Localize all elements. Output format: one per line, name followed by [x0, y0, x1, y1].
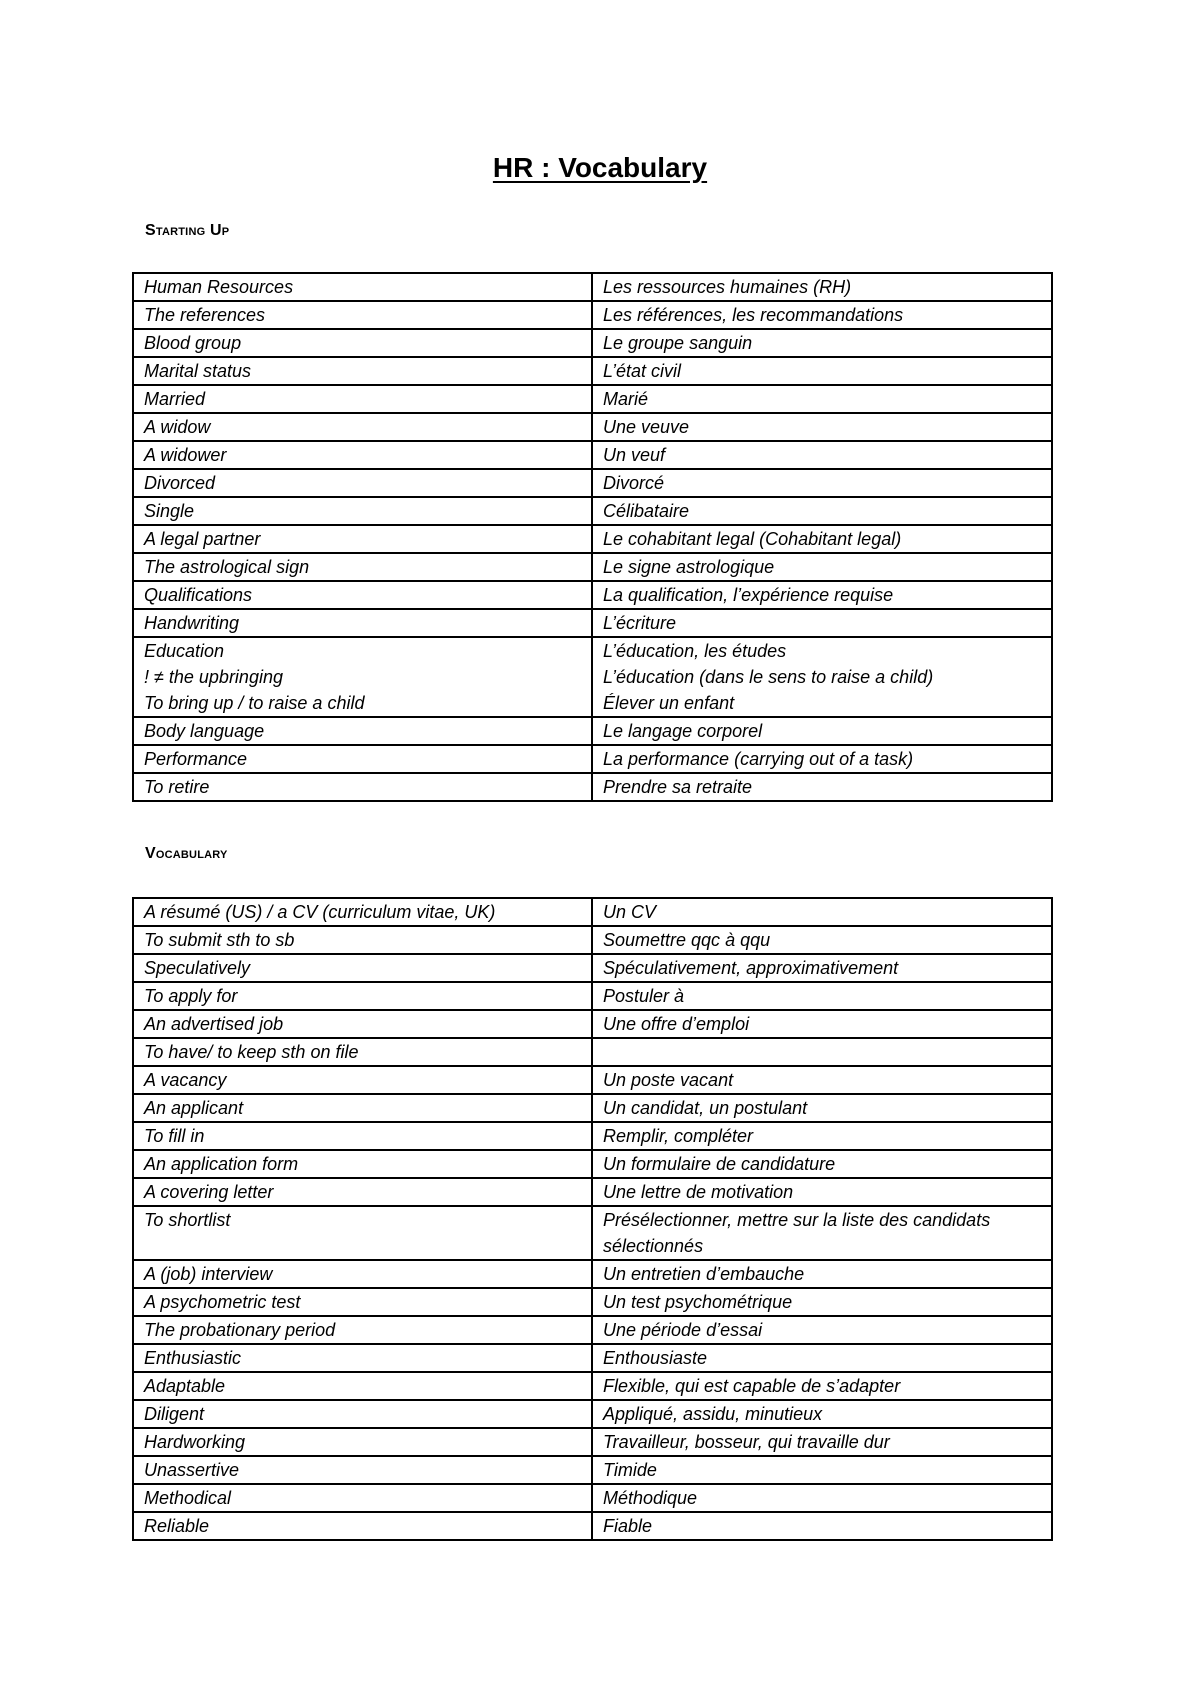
- english-term-cell: Enthusiastic: [133, 1344, 592, 1372]
- table-row: [133, 1456, 1052, 1484]
- english-term-cell: An advertised job: [133, 1010, 592, 1038]
- french-translation-cell: Un candidat, un postulant: [592, 1094, 1052, 1122]
- french-translation-cell: Appliqué, assidu, minutieux: [592, 1400, 1052, 1428]
- english-term-cell: Body language: [133, 717, 592, 745]
- french-translation-cell: Une lettre de motivation: [592, 1178, 1052, 1206]
- french-translation-cell: Le langage corporel: [592, 717, 1052, 745]
- section-heading-starting-up: Starting Up: [145, 222, 230, 239]
- french-translation-cell: Divorcé: [592, 469, 1052, 497]
- french-translation-cell: La performance (carrying out of a task): [592, 745, 1052, 773]
- table-row: [133, 329, 1052, 357]
- table-row: [133, 413, 1052, 441]
- english-term-cell: To submit sth to sb: [133, 926, 592, 954]
- table-row: [133, 717, 1052, 745]
- english-term-cell: Married: [133, 385, 592, 413]
- table-row: [133, 1512, 1052, 1540]
- english-term-cell: Speculatively: [133, 954, 592, 982]
- french-translation-cell: Les références, les recommandations: [592, 301, 1052, 329]
- english-term-cell: The astrological sign: [133, 553, 592, 581]
- table-row: [133, 581, 1052, 609]
- french-translation-cell: Remplir, compléter: [592, 1122, 1052, 1150]
- french-translation-cell: Postuler à: [592, 982, 1052, 1010]
- table-row: [133, 1372, 1052, 1400]
- english-term-cell: A widower: [133, 441, 592, 469]
- english-term-cell: Performance: [133, 745, 592, 773]
- french-translation-cell: Spéculativement, approximativement: [592, 954, 1052, 982]
- table-row: [133, 954, 1052, 982]
- english-term-cell: A covering letter: [133, 1178, 592, 1206]
- english-term-cell: A (job) interview: [133, 1260, 592, 1288]
- french-translation-cell: L’éducation, les études L’éducation (dans le sens to raise a child) Élever un enfant: [592, 637, 1052, 717]
- english-term-cell: Education ! ≠ the upbringing To bring up / to raise a child: [133, 637, 592, 717]
- english-term-cell: A widow: [133, 413, 592, 441]
- english-term-cell: Diligent: [133, 1400, 592, 1428]
- english-term-cell: Hardworking: [133, 1428, 592, 1456]
- english-term-cell: Handwriting: [133, 609, 592, 637]
- english-term-cell: Blood group: [133, 329, 592, 357]
- english-term-cell: Reliable: [133, 1512, 592, 1540]
- english-term-cell: Single: [133, 497, 592, 525]
- starting-up-vocabulary-table: [132, 272, 1053, 802]
- english-term-cell: Adaptable: [133, 1372, 592, 1400]
- english-term-cell: A vacancy: [133, 1066, 592, 1094]
- french-translation-cell: Fiable: [592, 1512, 1052, 1540]
- english-term-cell: An application form: [133, 1150, 592, 1178]
- english-term-cell: A psychometric test: [133, 1288, 592, 1316]
- table-row: [133, 301, 1052, 329]
- vocabulary-table: [132, 897, 1053, 1541]
- french-translation-cell: Prendre sa retraite: [592, 773, 1052, 801]
- french-translation-cell: Timide: [592, 1456, 1052, 1484]
- english-term-cell: A résumé (US) / a CV (curriculum vitae, UK): [133, 898, 592, 926]
- english-term-cell: To fill in: [133, 1122, 592, 1150]
- english-term-cell: To retire: [133, 773, 592, 801]
- english-term-cell: Methodical: [133, 1484, 592, 1512]
- english-term-cell: To have/ to keep sth on file: [133, 1038, 592, 1066]
- table-row: [133, 1344, 1052, 1372]
- table-row: [133, 1178, 1052, 1206]
- french-translation-cell: Le signe astrologique: [592, 553, 1052, 581]
- english-term-cell: The references: [133, 301, 592, 329]
- french-translation-cell: Un poste vacant: [592, 1066, 1052, 1094]
- table-row: [133, 469, 1052, 497]
- table-row: [133, 1094, 1052, 1122]
- french-translation-cell: La qualification, l’expérience requise: [592, 581, 1052, 609]
- french-translation-cell: Un veuf: [592, 441, 1052, 469]
- french-translation-cell: Enthousiaste: [592, 1344, 1052, 1372]
- french-translation-cell: Célibataire: [592, 497, 1052, 525]
- english-term-cell: Divorced: [133, 469, 592, 497]
- table-row: [133, 525, 1052, 553]
- english-term-cell: An applicant: [133, 1094, 592, 1122]
- table-row: [133, 273, 1052, 301]
- english-term-cell: To shortlist: [133, 1206, 592, 1260]
- table-row: [133, 745, 1052, 773]
- french-translation-cell: Une offre d’emploi: [592, 1010, 1052, 1038]
- table-row: [133, 1428, 1052, 1456]
- english-term-cell: To apply for: [133, 982, 592, 1010]
- english-term-cell: Marital status: [133, 357, 592, 385]
- french-translation-cell: Un formulaire de candidature: [592, 1150, 1052, 1178]
- table-row: [133, 497, 1052, 525]
- table-row: [133, 1400, 1052, 1428]
- french-translation-cell: L’état civil: [592, 357, 1052, 385]
- table-row: [133, 773, 1052, 801]
- french-translation-cell: Un test psychométrique: [592, 1288, 1052, 1316]
- table-row: [133, 1288, 1052, 1316]
- table-row: [133, 1260, 1052, 1288]
- table-row: [133, 1316, 1052, 1344]
- french-translation-cell: Une période d’essai: [592, 1316, 1052, 1344]
- table-row: [133, 357, 1052, 385]
- table-row: [133, 637, 1052, 717]
- french-translation-cell: Travailleur, bosseur, qui travaille dur: [592, 1428, 1052, 1456]
- table-row: [133, 982, 1052, 1010]
- french-translation-cell: [592, 1038, 1052, 1066]
- table-row: [133, 898, 1052, 926]
- french-translation-cell: Soumettre qqc à qqu: [592, 926, 1052, 954]
- section-heading-vocabulary: Vocabulary: [145, 845, 228, 862]
- french-translation-cell: Le groupe sanguin: [592, 329, 1052, 357]
- table-row: [133, 1484, 1052, 1512]
- french-translation-cell: Flexible, qui est capable de s’adapter: [592, 1372, 1052, 1400]
- french-translation-cell: Marié: [592, 385, 1052, 413]
- table-row: [133, 609, 1052, 637]
- table-row: [133, 1038, 1052, 1066]
- french-translation-cell: Une veuve: [592, 413, 1052, 441]
- table-row: [133, 385, 1052, 413]
- french-translation-cell: Le cohabitant legal (Cohabitant legal): [592, 525, 1052, 553]
- english-term-cell: Unassertive: [133, 1456, 592, 1484]
- table-row: [133, 1066, 1052, 1094]
- table-row: [133, 1150, 1052, 1178]
- english-term-cell: A legal partner: [133, 525, 592, 553]
- table-row: [133, 1010, 1052, 1038]
- french-translation-cell: Un CV: [592, 898, 1052, 926]
- english-term-cell: Qualifications: [133, 581, 592, 609]
- table-row: [133, 441, 1052, 469]
- table-row: [133, 1122, 1052, 1150]
- table-row: [133, 1206, 1052, 1260]
- english-term-cell: Human Resources: [133, 273, 592, 301]
- french-translation-cell: Méthodique: [592, 1484, 1052, 1512]
- french-translation-cell: Un entretien d’embauche: [592, 1260, 1052, 1288]
- page-title: HR : Vocabulary: [492, 152, 708, 183]
- french-translation-cell: L’écriture: [592, 609, 1052, 637]
- french-translation-cell: Présélectionner, mettre sur la liste des candidats sélectionnés: [592, 1206, 1052, 1260]
- french-translation-cell: Les ressources humaines (RH): [592, 273, 1052, 301]
- table-row: [133, 926, 1052, 954]
- english-term-cell: The probationary period: [133, 1316, 592, 1344]
- table-row: [133, 553, 1052, 581]
